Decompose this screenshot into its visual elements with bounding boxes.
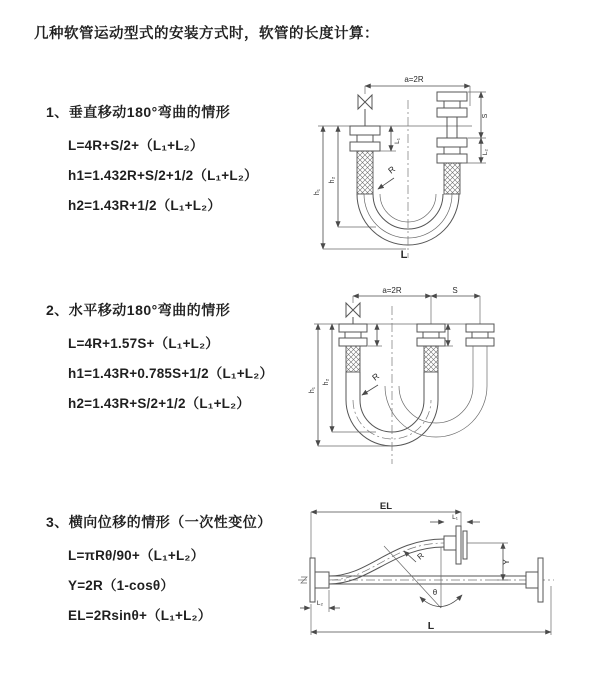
dim-label-s: S xyxy=(452,286,458,295)
section-vertical-movement xyxy=(46,102,258,221)
section-horizontal-movement xyxy=(46,300,273,419)
flange-left xyxy=(350,126,380,135)
flange-right xyxy=(466,324,494,346)
section-3-heading xyxy=(46,512,272,532)
section-lateral-displacement xyxy=(46,512,272,631)
section-2-number: 2、 xyxy=(46,302,69,318)
section-1-heading xyxy=(46,102,258,122)
dim-label-r: R xyxy=(386,163,398,176)
dim-label-h1: h₁ xyxy=(309,386,316,394)
dim-label-l1: L₁ xyxy=(394,138,401,144)
hose-braid-left xyxy=(346,346,360,372)
dim-label-h1: h₁ xyxy=(314,188,321,196)
page-title: 几种软管运动型式的安装方式时，软管的长度计算： xyxy=(34,26,379,42)
dim-label-L: L xyxy=(427,620,435,632)
dim-label-h2: h₂ xyxy=(329,176,336,184)
dim-label-l2: L₂ xyxy=(482,148,489,156)
dim-label-l2: L₂ xyxy=(316,600,324,607)
formula-line: h2=1.43R+1/2（L₁+L₂） xyxy=(68,198,222,213)
formula-line: L=4R+S/2+（L₁+L₂） xyxy=(68,138,204,153)
dim-label-theta: θ xyxy=(432,588,438,597)
formula-line: h2=1.43R+S/2+1/2（L₁+L₂） xyxy=(68,396,251,411)
section-2-heading xyxy=(46,300,273,320)
valve-icon xyxy=(358,95,365,109)
formula-line: EL=2Rsinθ+（L₁+L₂） xyxy=(68,608,212,623)
dim-label-el: EL xyxy=(379,501,393,512)
dim-label-s: S xyxy=(482,113,489,119)
flange-left xyxy=(310,558,315,602)
dim-label-L: L xyxy=(400,249,408,261)
dim-label-a2r: a=2R xyxy=(404,75,424,84)
hose-braid-right xyxy=(444,163,460,194)
technical-drawing-1 xyxy=(310,70,592,262)
valve-icon xyxy=(346,303,353,317)
section-1-title: 垂直移动180°弯曲的情形 xyxy=(68,104,231,120)
section-3-number: 3、 xyxy=(46,514,69,530)
technical-drawing-3 xyxy=(298,500,596,655)
dim-label-r: R xyxy=(370,370,382,383)
diagram-lateral-displacement xyxy=(298,500,596,655)
flange-left xyxy=(339,324,367,346)
diagram-vertical-180-bend xyxy=(310,70,592,262)
technical-drawing-2 xyxy=(306,282,594,472)
section-2-title: 水平移动180°弯曲的情形 xyxy=(68,302,231,318)
hose-bend-position1 xyxy=(346,400,438,446)
diagram-horizontal-180-bend xyxy=(306,282,594,472)
hose-bend-position2 xyxy=(385,386,487,437)
hose-braid-middle xyxy=(424,346,438,372)
section-3-title: 横向位移的情形（一次性变位） xyxy=(68,514,272,530)
formula-line: L=4R+1.57S+（L₁+L₂） xyxy=(68,336,219,351)
dim-label-r: R xyxy=(415,550,426,562)
flange-middle xyxy=(417,324,445,346)
formula-line: h1=1.432R+S/2+1/2（L₁+L₂） xyxy=(68,168,258,183)
flange-right-bottom xyxy=(437,138,467,147)
formula-line: h1=1.43R+0.785S+1/2（L₁+L₂） xyxy=(68,366,274,381)
flange-top-right-hub xyxy=(444,536,456,550)
formula-line: Y=2R（1-cosθ） xyxy=(68,578,175,593)
section-1-number: 1、 xyxy=(46,104,69,120)
dim-label-h2: h₂ xyxy=(323,378,330,386)
flange-right xyxy=(526,572,538,588)
dim-label-l1: L₁ xyxy=(452,514,458,521)
formula-line: L=πRθ/90+（L₁+L₂） xyxy=(68,548,205,563)
dim-label-y: Y xyxy=(501,559,511,565)
flange-right-top xyxy=(437,92,467,101)
hose-braid-left xyxy=(357,151,373,194)
dim-label-a2r: a=2R xyxy=(382,286,402,295)
